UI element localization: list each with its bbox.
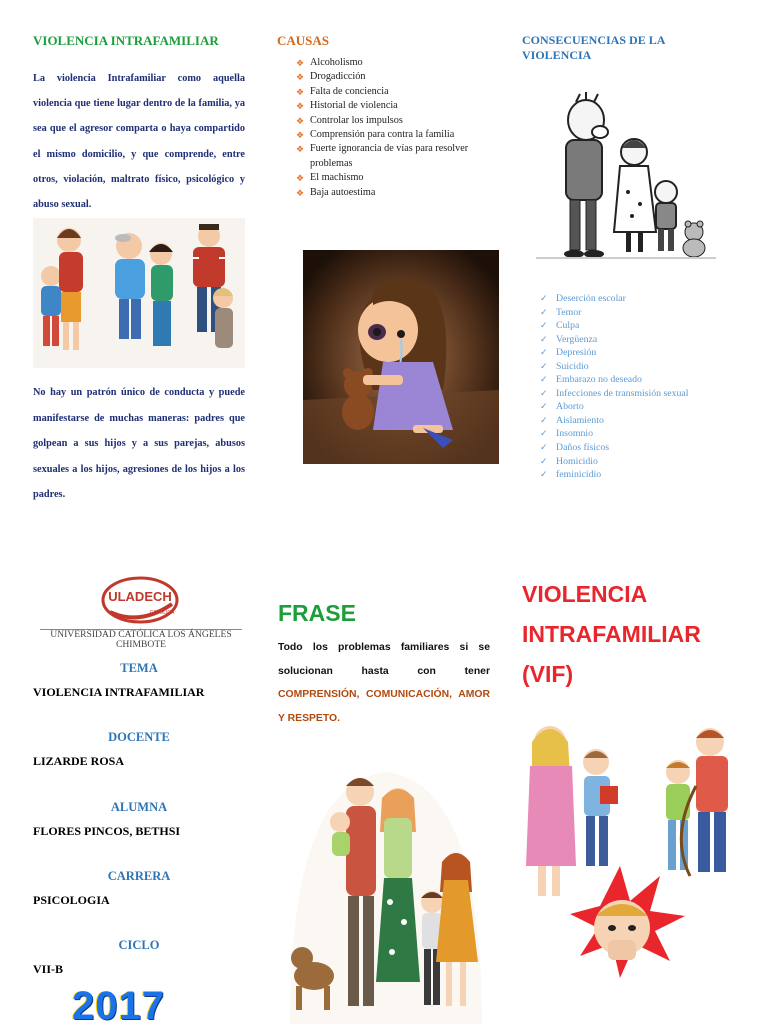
frase-text-dark: Todo los problemas familiares si se solucionan hasta con tener xyxy=(278,642,490,677)
consecuencia-item-label: Aislamiento xyxy=(556,414,604,426)
causa-item-label: Historial de violencia xyxy=(310,100,398,112)
svg-text:ULADECH: ULADECH xyxy=(108,589,172,604)
causa-item-label: Fuerte ignorancia de vías para resolver problemas xyxy=(310,143,469,169)
section-title-causas: CAUSAS xyxy=(277,33,330,48)
diamond-bullet-icon: ❖ xyxy=(296,115,305,126)
ciclo-label: CICLO xyxy=(118,938,160,952)
consecuencia-item-label: Daños físicos xyxy=(556,442,610,454)
family-conflict-illustration xyxy=(33,218,245,368)
docente-value: LIZARDE ROSA xyxy=(33,754,125,768)
causa-item xyxy=(296,99,496,113)
causa-item-label: Baja autoestima xyxy=(310,186,376,198)
causa-item xyxy=(296,85,496,99)
causa-item xyxy=(296,128,496,142)
consecuencia-item xyxy=(540,346,689,360)
consecuencia-item-label: Culpa xyxy=(556,320,580,332)
consecuencia-item-label: feminicidio xyxy=(556,469,602,481)
checkmark-icon: ✓ xyxy=(540,293,548,303)
carrera-value: PSICOLOGIA xyxy=(33,893,110,907)
consecuencia-item-label: Deserción escolar xyxy=(556,293,626,304)
diamond-bullet-icon: ❖ xyxy=(296,130,305,141)
consecuencia-item xyxy=(540,373,689,387)
causa-item xyxy=(296,142,496,171)
consecuencia-item xyxy=(540,292,689,306)
causa-item-label: Drogadicción xyxy=(310,71,366,83)
consecuencia-item xyxy=(540,400,689,414)
diamond-bullet-icon: ❖ xyxy=(296,86,305,97)
tema-value: VIOLENCIA INTRAFAMILIAR xyxy=(33,685,205,699)
consecuencias-list xyxy=(540,292,689,482)
frase-text xyxy=(278,636,490,730)
causa-item xyxy=(296,70,496,84)
causa-item xyxy=(296,171,496,185)
diamond-bullet-icon: ❖ xyxy=(296,144,305,155)
alumna-label: ALUMNA xyxy=(110,800,168,814)
checkmark-icon: ✓ xyxy=(540,347,548,358)
checkmark-icon: ✓ xyxy=(540,428,548,439)
vif-title-line2: INTRAFAMILIAR xyxy=(522,621,701,647)
section-title-consecuencias: CONSECUENCIAS DE LA VIOLENCIA xyxy=(522,33,665,62)
abusive-father-illustration xyxy=(536,92,716,262)
causa-item-label: Comprensión para contra la familia xyxy=(310,129,455,141)
consecuencia-item-label: Embarazo no deseado xyxy=(556,374,642,386)
causa-item-label: Controlar los impulsos xyxy=(310,114,403,126)
uladech-logo xyxy=(100,574,180,631)
consecuencia-item-label: Aborto xyxy=(556,401,584,413)
vif-victims-illustration xyxy=(520,716,756,986)
university-name xyxy=(40,630,242,650)
definition-paragraph: La violencia Intrafamiliar como aquella violencia que tiene lugar dentro de la familia, ya sea que el agresor comparta o haya compartido el mismo domicilio, y que comprende, entre otros, violación, maltrato físico, psicológico y abuso sexual. xyxy=(33,73,245,211)
causa-item xyxy=(296,186,496,200)
checkmark-icon: ✓ xyxy=(540,455,548,466)
happy-family-illustration xyxy=(280,762,492,1024)
checkmark-icon: ✓ xyxy=(540,387,548,398)
consecuencia-item-label: Suicidio xyxy=(556,360,589,372)
consecuencia-item-label: Depresión xyxy=(556,347,597,359)
section-title-violencia: VIOLENCIA INTRAFAMILIAR xyxy=(33,33,219,48)
alumna-value: FLORES PINCOS, BETHSI xyxy=(33,824,181,838)
diamond-bullet-icon: ❖ xyxy=(296,72,305,83)
causas-list xyxy=(296,56,496,200)
causa-item xyxy=(296,114,496,128)
crying-girl-illustration xyxy=(303,250,499,464)
consecuencia-item xyxy=(540,387,689,401)
vif-title xyxy=(522,574,762,694)
checkmark-icon: ✓ xyxy=(540,333,548,344)
causa-item-label: Alcoholismo xyxy=(310,57,363,68)
frase-text-highlight: COMPRENSIÓN, COMUNICACIÓN, AMOR Y RESPETO. xyxy=(278,689,490,724)
consecuencia-item-label: Insomnio xyxy=(556,428,594,440)
consecuencia-item-label: Homicidio xyxy=(556,455,598,467)
university-line1: UNIVERSIDAD CATÓLICA LOS ÁNGELES xyxy=(50,629,232,640)
tema-label: TEMA xyxy=(120,661,158,675)
carrera-label: CARRERA xyxy=(107,869,171,883)
causa-item xyxy=(296,56,496,70)
consecuencia-item-label: Temor xyxy=(556,306,582,318)
consecuencia-item xyxy=(540,414,689,428)
checkmark-icon: ✓ xyxy=(540,469,548,480)
diamond-bullet-icon: ❖ xyxy=(296,173,305,184)
diamond-bullet-icon: ❖ xyxy=(296,187,305,198)
svg-text:CATÓLICA: CATÓLICA xyxy=(149,610,175,616)
vif-title-line3: (VIF) xyxy=(522,661,574,687)
diamond-bullet-icon: ❖ xyxy=(296,58,305,68)
university-line2: CHIMBOTE xyxy=(115,639,167,650)
consecuencia-item xyxy=(540,427,689,441)
checkmark-icon: ✓ xyxy=(540,442,548,453)
consecuencia-item xyxy=(540,441,689,455)
year-graphic: 2017 xyxy=(72,984,165,1028)
docente-label: DOCENTE xyxy=(108,730,170,744)
checkmark-icon: ✓ xyxy=(540,374,548,385)
checkmark-icon: ✓ xyxy=(540,401,548,412)
consecuencia-item xyxy=(540,455,689,469)
consecuencia-item xyxy=(540,360,689,374)
consecuencia-item-label: Infecciones de transmisión sexual xyxy=(556,387,689,399)
conduct-paragraph: No hay un patrón único de conducta y puede manifestarse de muchas maneras: padres que golpean a sus hijos y a sus parejas, abusos sexuales a los hijos, agresiones de los hijos a los padres. xyxy=(33,387,245,500)
causa-item-label: El machismo xyxy=(310,172,364,184)
checkmark-icon: ✓ xyxy=(540,414,548,425)
causa-item-label: Falta de conciencia xyxy=(310,85,389,97)
ciclo-value: VII-B xyxy=(33,962,64,976)
checkmark-icon: ✓ xyxy=(540,306,548,317)
consecuencia-item-label: Vergüenza xyxy=(556,333,598,345)
diamond-bullet-icon: ❖ xyxy=(296,101,305,112)
consecuencia-item xyxy=(540,333,689,347)
checkmark-icon: ✓ xyxy=(540,360,548,371)
checkmark-icon: ✓ xyxy=(540,320,548,331)
vif-title-line1: VIOLENCIA xyxy=(522,581,648,607)
frase-title: FRASE xyxy=(278,600,356,626)
consecuencia-item xyxy=(540,468,689,482)
consecuencia-item xyxy=(540,319,689,333)
consecuencia-item xyxy=(540,306,689,320)
